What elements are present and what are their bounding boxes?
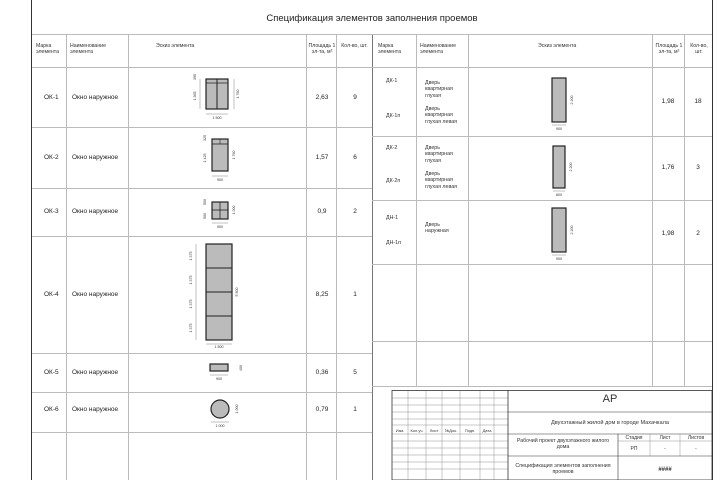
door-dk2-qty: 3: [696, 164, 700, 171]
window-ok3-sketch: [200, 192, 260, 234]
door-dk2-mark: ДК-2: [386, 145, 398, 151]
left-row-line: [32, 236, 372, 237]
row-ok6-qty: 1: [353, 406, 357, 413]
right-row-line: [372, 136, 712, 137]
ok6-height-dim: 1 000: [235, 404, 239, 414]
stamp-sheet-value: -: [664, 446, 666, 452]
right-row-line: [372, 341, 712, 342]
right-row-line: [372, 386, 712, 387]
row-ok5-name: Окно наружное: [72, 369, 119, 376]
right-col-line: [652, 34, 653, 386]
ok4-seg-dim: 1 375: [189, 251, 193, 261]
left-header-sketch: Эскиз элемента: [156, 43, 195, 49]
frame-left-border: [31, 0, 32, 480]
stamp-col-ndok: №Док.: [444, 428, 458, 433]
door-dk1-area: 1,98: [661, 98, 675, 105]
row-ok2-area: 1,57: [315, 154, 329, 161]
stamp-project: Двухэтажный жилой дом в городе Махачкала: [551, 420, 669, 426]
door-dk2-area: 1,76: [661, 164, 675, 171]
row-ok1-qty: 9: [353, 94, 357, 101]
row-ok3-mark: ОК-3: [44, 208, 59, 215]
ok2-height-dim: 1 760: [232, 150, 236, 160]
row-ok1-mark: ОК-1: [44, 94, 59, 101]
row-ok3-area: 0,9: [317, 208, 327, 215]
left-table-top-line: [32, 34, 372, 35]
stamp-stage-title: Рабочий проект двухэтажного жилого дома: [516, 438, 610, 450]
dk1-height-dim: 2 200: [570, 95, 574, 105]
row-ok6-name: Окно наружное: [72, 406, 119, 413]
right-header-mark: Марка элемента: [378, 43, 401, 56]
door-dk2p-name: Дверь квартирная глухая левая: [425, 171, 458, 190]
right-table-top-line: [372, 34, 712, 35]
row-ok6-area: 0,79: [315, 406, 329, 413]
stamp-col-data: Дата: [482, 428, 492, 433]
row-ok3-qty: 2: [353, 208, 357, 215]
stamp-stage-value: РП: [630, 446, 638, 452]
dk2-height-dim: 2 200: [569, 162, 573, 172]
page-title: Спецификация элементов заполнения проемов: [266, 13, 478, 24]
door-dn1-sketch: [540, 204, 590, 264]
ok5-width-dim: 900: [216, 377, 222, 381]
left-row-line: [32, 432, 372, 433]
left-row-line: [32, 127, 372, 128]
ok2-height2-dim: 1 425: [203, 153, 207, 163]
door-dk2-sketch: [540, 140, 590, 200]
row-ok4-area: 8,25: [315, 291, 329, 298]
door-dk1-name: Дверь квартирная глухая: [425, 80, 453, 99]
window-ok1-sketch: [190, 70, 260, 126]
stamp-code: АР: [602, 393, 618, 405]
left-col-line: [306, 34, 307, 480]
stamp-org: ####: [658, 467, 672, 473]
door-dn1p-mark: ДН-1п: [386, 240, 401, 246]
row-ok1-area: 2,63: [315, 94, 329, 101]
ok4-width-dim: 1 500: [214, 345, 224, 349]
stamp-col-koluch: Кол.уч.: [410, 428, 424, 433]
ok5-height-dim: 400: [239, 365, 243, 371]
left-row-line: [32, 353, 372, 354]
row-ok4-mark: ОК-4: [44, 291, 59, 298]
row-ok4-qty: 1: [353, 291, 357, 298]
window-ok6-sketch: [200, 395, 260, 430]
ok4-seg-dim: 1 375: [189, 275, 193, 285]
left-header-name: Наименование элемента: [70, 43, 106, 56]
ok4-height-dim: 5 500: [235, 287, 239, 297]
dk1-width-dim: 900: [556, 127, 562, 131]
row-ok2-qty: 6: [353, 154, 357, 161]
door-dk1p-mark: ДК-1п: [386, 113, 401, 119]
right-col-line: [416, 34, 417, 386]
right-header-bottom-line: [372, 67, 712, 68]
door-dk2-name: Дверь квартирная глухая: [425, 145, 453, 164]
row-ok5-mark: ОК-5: [44, 369, 59, 376]
dn1-height-dim: 2 200: [570, 225, 574, 235]
window-ok5-sketch: [200, 358, 260, 388]
ok3-height-dim: 1 000: [232, 205, 236, 215]
row-ok6-mark: ОК-6: [44, 406, 59, 413]
stamp-col-list: Лист: [429, 428, 439, 433]
left-col-line: [336, 34, 337, 480]
door-dk1-sketch: [540, 74, 590, 134]
stamp-col-podp: Подп.: [464, 428, 476, 433]
title-block: [380, 390, 713, 480]
row-ok2-name: Окно наружное: [72, 154, 119, 161]
ok6-width-dim: 1 000: [215, 424, 225, 428]
ok2-width-dim: 900: [217, 178, 223, 182]
left-row-line: [32, 188, 372, 189]
right-row-line: [372, 200, 712, 201]
right-header-sketch: Эскиз элемента: [538, 43, 577, 49]
row-ok4-name: Окно наружное: [72, 291, 119, 298]
right-col-line: [468, 34, 469, 386]
right-row-line: [372, 264, 712, 265]
door-dn1-name: Дверь наружная: [425, 222, 449, 235]
door-dk2p-mark: ДК-2п: [386, 178, 401, 184]
ok3-top-dim: 500: [203, 199, 207, 205]
door-dk1p-name: Дверь квартирная глухая левая: [425, 106, 458, 125]
stamp-sheet-label: Лист: [659, 435, 671, 441]
left-header-bottom-line: [32, 67, 372, 68]
left-col-line: [128, 34, 129, 480]
right-header-qty: Кол-во, шт.: [690, 43, 708, 56]
door-dn1-area: 1,98: [661, 230, 675, 237]
window-ok4-sketch: [186, 240, 256, 350]
ok4-seg-dim: 1 375: [189, 299, 193, 309]
stamp-drawing-title: Спецификация элементов заполнения проемов: [515, 463, 611, 475]
stamp-sheets-value: -: [695, 446, 697, 452]
left-row-line: [32, 392, 372, 393]
right-col-line: [684, 34, 685, 386]
ok3-width-dim: 900: [217, 225, 223, 229]
window-ok2-sketch: [200, 130, 260, 186]
stamp-sheets-label: Листов: [687, 435, 705, 441]
right-header-name: Наименование элемента: [420, 43, 456, 56]
row-ok5-qty: 5: [353, 369, 357, 376]
ok1-top-dim: 395: [193, 74, 197, 80]
row-ok5-area: 0,36: [315, 369, 329, 376]
dk2-width-dim: 800: [556, 193, 562, 197]
row-ok3-name: Окно наружное: [72, 208, 119, 215]
left-header-qty: Кол-во, шт.: [341, 43, 368, 49]
right-header-area: Площадь 1 эл-та, м²: [655, 43, 683, 56]
row-ok2-mark: ОК-2: [44, 154, 59, 161]
left-col-line: [66, 34, 67, 480]
stamp-stage-label: Стадия: [625, 435, 643, 441]
row-ok1-name: Окно наружное: [72, 94, 119, 101]
stamp-col-izm: Изм.: [395, 428, 405, 433]
ok4-seg-dim: 1 375: [189, 323, 193, 333]
ok1-width-dim: 1 500: [212, 116, 222, 120]
left-header-mark: Марка элемента: [36, 43, 59, 56]
door-dk1-mark: ДК-1: [386, 78, 398, 84]
ok3-bottom-dim: 500: [203, 213, 207, 219]
left-header-area: Площадь 1 эл-та, м²: [308, 43, 336, 56]
table-divider-line: [372, 34, 373, 480]
ok1-height-dim: 1 760: [236, 89, 240, 99]
door-dn1-qty: 2: [696, 230, 700, 237]
door-dk1-qty: 18: [694, 98, 702, 105]
ok2-top-dim: 325: [203, 135, 207, 141]
door-dn1-mark: ДН-1: [386, 215, 399, 221]
dn1-width-dim: 900: [556, 257, 562, 261]
ok1-height2-dim: 1 365: [193, 91, 197, 101]
